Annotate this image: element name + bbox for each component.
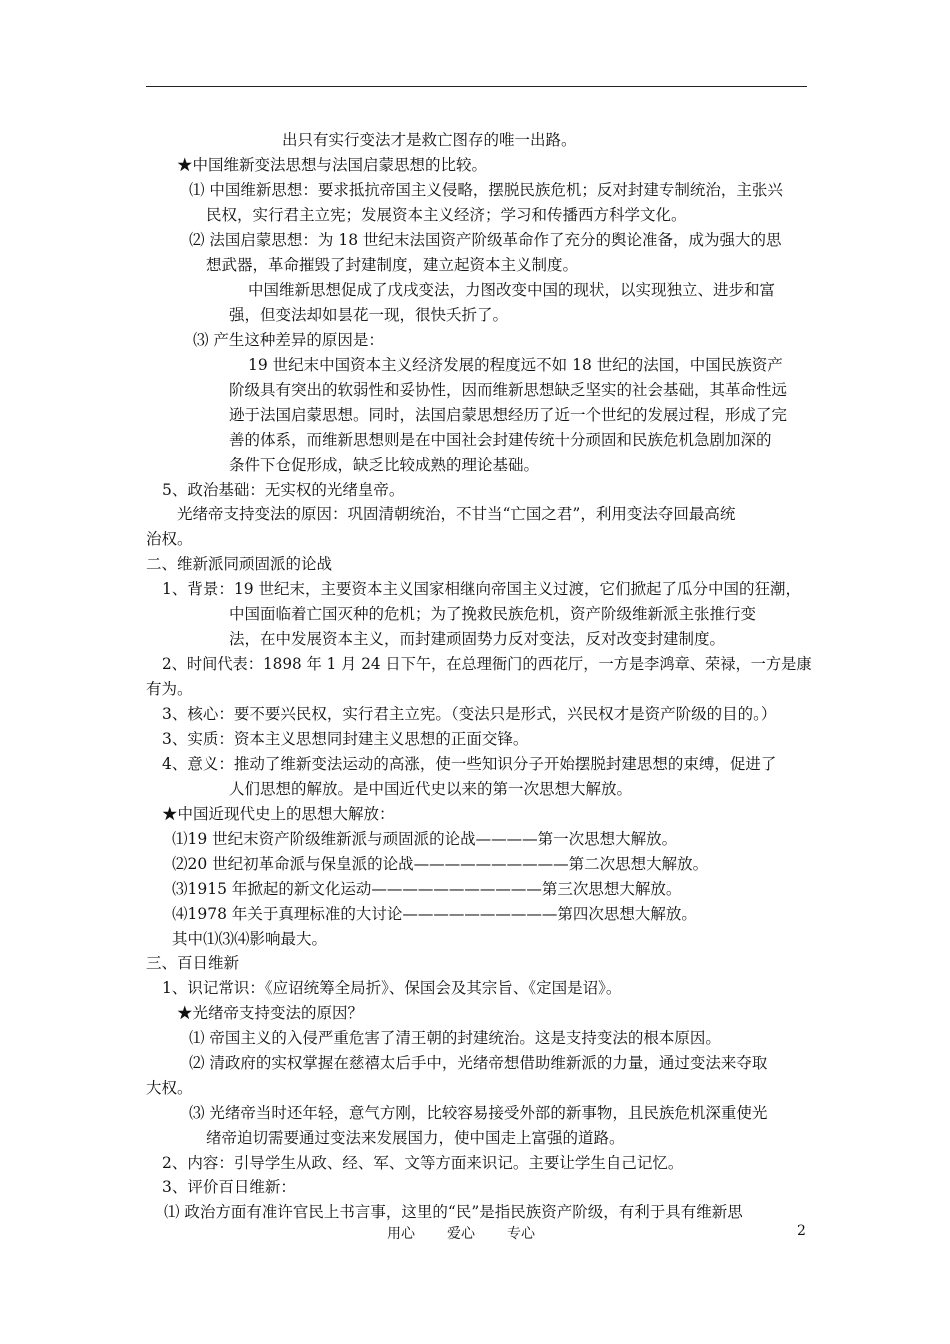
text-line: ⑵ 清政府的实权掌握在慈禧太后手中，光绪帝想借助维新派的力量，通过变法来夺取 xyxy=(189,1054,768,1072)
text-line: ⑶ 光绪帝当时还年轻，意气方刚，比较容易接受外部的新事物，且民族危机深重使光 xyxy=(189,1104,768,1122)
footer-motto-1: 用心 xyxy=(387,1226,415,1242)
text-line: 光绪帝支持变法的原因：巩固清朝统治，不甘当“亡国之君”，利用变法夺回最高统 xyxy=(177,505,736,523)
text-line: ⑴ 政治方面有准许官民上书言事，这里的“民”是指民族资产阶级，有利于具有维新思 xyxy=(164,1203,743,1221)
list-item: ⑶1915 年掀起的新文化运动———————————第三次思想大解放。 xyxy=(172,880,682,898)
text-line: 人们思想的解放。是中国近代史以来的第一次思想大解放。 xyxy=(229,780,633,798)
text-line: 3、核心：要不要兴民权，实行君主立宪。（变法只是形式，兴民权才是资产阶级的目的。） xyxy=(162,705,777,723)
text-line: 阶级具有突出的软弱性和妥协性，因而维新思想缺乏坚实的社会基础，其革命性远 xyxy=(229,381,788,399)
text-line: 其中⑴⑶⑷影响最大。 xyxy=(172,930,328,948)
text-line: 法，在中发展资本主义，而封建顽固势力反对变法，反对改变封建制度。 xyxy=(229,630,726,648)
text-line: 想武器，革命摧毁了封建制度，建立起资本主义制度。 xyxy=(206,256,579,274)
text-line: 出只有实行变法才是救亡图存的唯一出路。 xyxy=(282,131,577,149)
text-line: ⑴ 中国维新思想：要求抵抗帝国主义侵略，摆脱民族危机；反对封建专制统治，主张兴 xyxy=(189,181,783,199)
section-heading: ★光绪帝支持变法的原因？ xyxy=(177,1004,364,1022)
text-line: 1、识记常识：《应诏统筹全局折》、保国会及其宗旨、《定国是诏》。 xyxy=(162,979,622,997)
text-line: 5、政治基础：无实权的光绪皇帝。 xyxy=(162,481,405,499)
text-line: 治权。 xyxy=(146,530,193,548)
text-line: 中国面临着亡国灭种的危机；为了挽救民族危机，资产阶级维新派主张推行变 xyxy=(229,605,757,623)
text-line: ⑵ 法国启蒙思想：为 18 世纪末法国资产阶级革命作了充分的舆论准备，成为强大的思 xyxy=(189,231,782,249)
text-line: 1、背景：19 世纪末，主要资本主义国家相继向帝国主义过渡，它们掀起了瓜分中国的狂潮， xyxy=(162,580,802,598)
footer-motto-2: 爱心 xyxy=(447,1226,475,1242)
section-heading: ★中国近现代史上的思想大解放： xyxy=(162,805,395,823)
text-line: 有为。 xyxy=(146,680,193,698)
section-heading: 三、百日维新 xyxy=(146,954,240,972)
text-line: 中国维新思想促成了戊戌变法，力图改变中国的现状，以实现独立、进步和富 xyxy=(248,281,776,299)
header-rule xyxy=(146,86,807,87)
text-line: 强，但变法却如昙花一现，很快夭折了。 xyxy=(229,306,509,324)
section-heading: 二、维新派同顽固派的论战 xyxy=(146,555,333,573)
text-line: 3、实质：资本主义思想同封建主义思想的正面交锋。 xyxy=(162,730,529,748)
list-item: ⑴19 世纪末资产阶级维新派与顽固派的论战————第一次思想大解放。 xyxy=(172,830,678,848)
section-heading: ★中国维新变法思想与法国启蒙思想的比较。 xyxy=(177,156,488,174)
footer-motto-3: 专心 xyxy=(507,1226,535,1242)
list-item: ⑷1978 年关于真理标准的大讨论——————————第四次思想大解放。 xyxy=(172,905,697,923)
text-line: 善的体系，而维新思想则是在中国社会封建传统十分顽固和民族危机急剧加深的 xyxy=(229,431,772,449)
text-line: 条件下仓促形成，缺乏比较成熟的理论基础。 xyxy=(229,456,540,474)
text-line: 逊于法国启蒙思想。同时，法国启蒙思想经历了近一个世纪的发展过程，形成了完 xyxy=(229,406,788,424)
list-item: ⑵20 世纪初革命派与保皇派的论战——————————第二次思想大解放。 xyxy=(172,855,709,873)
text-line: 2、内容：引导学生从政、经、军、文等方面来识记。主要让学生自己记忆。 xyxy=(162,1154,684,1172)
text-line: 2、时间代表：1898 年 1 月 24 日下午，在总理衙门的西花厅，一方是李鸿章、荣禄，一方是康 xyxy=(162,655,812,673)
text-line: 19 世纪末中国资本主义经济发展的程度远不如 18 世纪的法国，中国民族资产 xyxy=(248,356,783,374)
text-line: ⑶ 产生这种差异的原因是： xyxy=(193,331,384,349)
text-line: 大权。 xyxy=(146,1079,193,1097)
text-line: 绪帝迫切需要通过变法来发展国力，使中国走上富强的道路。 xyxy=(206,1129,625,1147)
text-line: 3、评价百日维新： xyxy=(162,1178,296,1196)
page-number: 2 xyxy=(797,1223,806,1239)
text-line: 民权，实行君主立宪；发展资本主义经济；学习和传播西方科学文化。 xyxy=(206,206,687,224)
text-line: 4、意义：推动了维新变法运动的高涨，使一些知识分子开始摆脱封建思想的束缚，促进了 xyxy=(162,755,777,773)
text-line: ⑴ 帝国主义的入侵严重危害了清王朝的封建统治。这是支持变法的根本原因。 xyxy=(189,1029,721,1047)
